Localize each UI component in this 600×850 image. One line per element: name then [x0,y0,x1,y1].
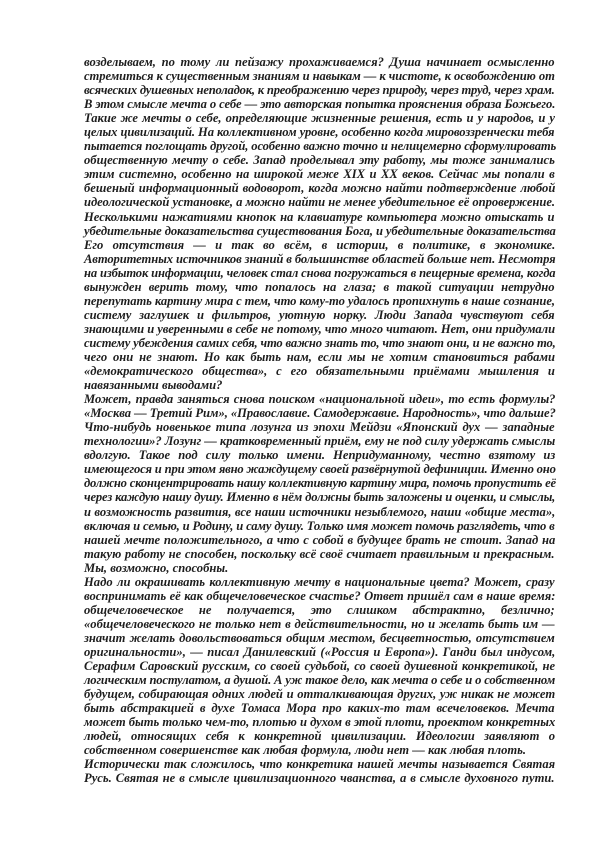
text-line: «Москва — Третий Рим», «Православие. Самодержавие. Народность», что дальше? [84,406,556,421]
text-line: людей, относящих себя к конкретной цивилизации. Идеологии заявляют о [84,729,556,744]
text-line: знающими и уверенными в себе не потому, что много читают. Нет, они придумали [84,321,556,336]
text-line: идеологической установке, а можно найти не менее убедительное её опровержение. [84,195,555,210]
text-line: пытается поглощать другой, особенно важно точно и нелицемерно сформулировать [84,139,557,154]
text-line: систему убеждения самих себя, что важно знать то, что знают они, и не важно то, [84,335,556,350]
text-line: быть абстракцией в духе Томаса Мора про каких-то там всечеловеков. Мечта [84,701,555,716]
text-line: такую работу не способен, поскольку всё своё считает правильным и прекрасным. [84,546,555,561]
text-line: систему заглушек и фильтров, уютную норку. Люди Запада чувствуют себя [84,307,555,322]
text-line: технологии»? Лозунг — кратковременный приём, ему не под силу удержать смыслы [84,434,556,449]
text-line: «демократического общества», с его обязательными приёмами мышления и [84,364,555,379]
text-line: вынужден верить тому, что попалось на глаза; в такой ситуации нетрудно [84,279,555,294]
text-line: «общечеловеческого не только нет в действительности, но и желать быть им — [84,616,555,631]
text-line: возделываем, по тому ли пейзажу прохаживаемся? Душа начинает осмысленно [84,55,555,69]
text-line: стремиться к существенным знаниям и навыкам — к чистоте, к освобождению от [84,69,555,84]
text-line: Исторически так сложилось, что конкретика нашей мечты называется Святая [84,757,556,772]
text-line: имеющегося и при этом явно жаждущему своей развёрнутой дефиниции. Именно оно [84,462,556,477]
paragraph [84,392,555,575]
text-line: всяческих душевных неполадок, к преображению через природу, через труд, через храм. [84,83,555,98]
text-line: Надо ли окрашивать коллективную мечту в национальные цвета? Может, сразу [84,574,555,589]
text-line: на избыток информации, человек стал снова погружаться в пещерные времена, когда [84,265,556,280]
text-line: через каждую нашу душу. Именно в нём должны быть заложены и оценки, и смыслы, [84,490,556,505]
paragraph [84,55,555,111]
text-line: логическим постулатом, а душой. А уж такое дело, как мечта о себе и о собственном [84,673,556,688]
text-line: должно сконцентрировать нашу коллективную картину мира, помочь пропустить её [84,476,556,491]
text-line: Мы, возможно, способны. [84,560,229,575]
document-page [84,55,555,785]
text-line: будущем, собирающая одних людей и отталкивающая других, уж никак не может [84,687,556,702]
text-line: убедительные доказательства существования Бога, и убедительные доказательства [84,223,556,238]
text-line: оригинальности», — писал Данилевский («Россия и Европа»). Ганди был индусом, [84,644,556,659]
text-line: вдолгую. Такое под силу только имени. Непридуманному, честно взятому из [84,448,556,463]
text-line: общечеловеческое не получается, это слишком абстрактно, безлично; [84,602,555,617]
text-line: нашей мечте положительного, а что с собой в будущее брать не стоит. Запад на [84,532,556,547]
text-line: может быть только чем-то, плотью и духом в этой плоти, проектом конкретных [84,715,556,730]
text-line: Его отсутствия — и так во всём, в истории, в политике, в экономике. [84,237,556,252]
text-line: и возможность развития, все наши источники незыблемого, наши «общие места», [84,504,556,519]
text-line: собственном совершенстве как любая формула, люди нет — как любая плоть. [84,743,527,758]
paragraph [84,575,555,758]
text-line: навязанными выводами? [84,378,223,393]
text-line: чего они не знают. Но как быть нам, если мы не хотим становиться рабами [84,349,556,364]
text-line: Русь. Святая не в смысле цивилизационного чванства, а в смысле духовного пути. [84,771,555,786]
text-line: этим системно, особенно на широкой меже XIX и XX веков. Сейчас мы попали в [84,167,555,182]
text-line: воспринимать её как общечеловеческое счастье? Ответ пришёл сам в наше время: [84,588,556,603]
text-line: общественную мечту о себе. Запад проделывал эту работу, мы тоже занимались [84,153,555,168]
text-line: бешеный информационный водоворот, когда можно найти подтверждение любой [84,181,556,196]
text-line: Серафим Саровский русским, со своей судьбой, со своей душевной конкретикой, не [84,659,556,674]
text-line: включая и семью, и Родину, и саму душу. Только имя может помочь разглядеть, что в [84,518,555,533]
paragraph [84,757,555,785]
text-line: В этом смысле мечта о себе — это авторская попытка прояснения образа Божьего. [84,97,556,112]
text-line: Что-нибудь новенькое типа лозунга из эпохи Мейдзи «Японский дух — западные [84,420,555,435]
text-line: Такие же мечты о себе, определяющие жизненные решения, есть и у народов, и у [84,111,555,126]
paragraph [84,111,555,392]
text-line: Несколькими нажатиями кнопок на клавиатуре компьютера можно отыскать и [84,209,555,224]
text-line: перепутать картину мира с тем, что кому-то удалось пропихнуть в наше сознание, [84,293,555,308]
text-line: Авторитетных источников знаний в большинстве областей больше нет. Несмотря [84,251,556,266]
text-line: Может, правда заняться снова поиском «национальной идеи», то есть формулы? [84,392,556,407]
text-line: целых цивилизаций. На коллективном уровне, особенно когда мировоззренчески тебя [84,125,555,140]
text-line: значит желать довольствоваться общим местом, бесцветностью, отсутствием [84,630,555,645]
